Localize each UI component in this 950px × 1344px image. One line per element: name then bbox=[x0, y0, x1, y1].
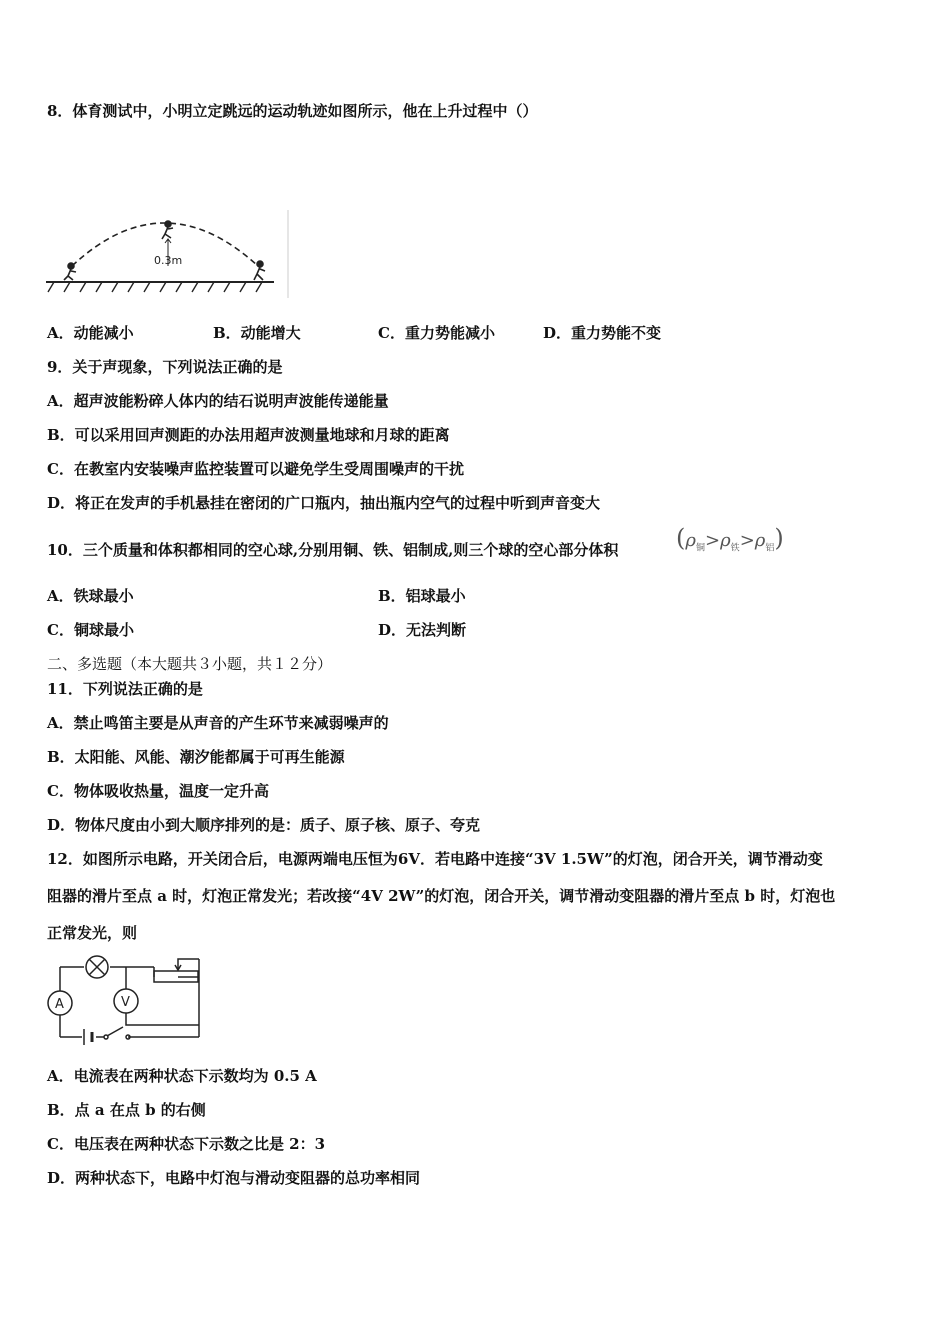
q11-option-c: C．物体吸收热量，温度一定升高 bbox=[47, 782, 269, 800]
q12-option-b: B．点 a 在点 b 的右侧 bbox=[47, 1101, 206, 1119]
circuit-diagram bbox=[44, 955, 208, 1047]
q12-stem-line3: 正常发光，则 bbox=[47, 924, 138, 942]
q12-option-d: D．两种状态下，电路中灯泡与滑动变阻器的总功率相同 bbox=[47, 1169, 421, 1187]
q12-option-c: C．电压表在两种状态下示数之比是 2：3 bbox=[47, 1135, 326, 1153]
q10-stem: 10．三个质量和体积都相同的空心球,分别用铜、铁、铝制成,则三个球的空心部分体积 bbox=[47, 541, 619, 559]
q8-stem: 8．体育测试中，小明立定跳远的运动轨迹如图所示，他在上升过程中（） bbox=[47, 102, 538, 120]
q8-option-b: B．动能增大 bbox=[213, 324, 301, 342]
section-heading: 二、多选题（本大题共３小题，共１２分） bbox=[47, 655, 333, 673]
q9-option-b: B．可以采用回声测距的办法用超声波测量地球和月球的距离 bbox=[47, 426, 450, 444]
q12-stem-line1: 12．如图所示电路，开关闭合后，电源两端电压恒为6V．若电路中连接“3V 1.5W”的灯泡，闭合开关，调节滑动变 bbox=[47, 850, 823, 868]
density-formula: $(\rho_铜>\rho_铁>\rho_铝)$ bbox=[676, 524, 784, 554]
q8-option-c: C．重力势能减小 bbox=[378, 324, 495, 342]
q10-option-a: A．铁球最小 bbox=[47, 587, 134, 605]
height-label: 0.3m bbox=[154, 254, 183, 267]
q8-option-a: A．动能减小 bbox=[47, 324, 134, 342]
q11-option-a: A．禁止鸣笛主要是从声音的产生环节来减弱噪声的 bbox=[47, 714, 389, 732]
long-jump-figure bbox=[44, 208, 290, 300]
q9-option-c: C．在教室内安装噪声监控装置可以避免学生受周围噪声的干扰 bbox=[47, 460, 464, 478]
q11-option-b: B．太阳能、风能、潮汐能都属于可再生能源 bbox=[47, 748, 345, 766]
voltmeter-label: V bbox=[121, 995, 130, 1010]
q9-stem: 9．关于声现象，下列说法正确的是 bbox=[47, 358, 283, 376]
q12-option-a: A．电流表在两种状态下示数均为 0.5 A bbox=[47, 1067, 317, 1085]
ammeter-label: A bbox=[55, 997, 64, 1012]
q11-stem: 11．下列说法正确的是 bbox=[47, 680, 203, 698]
q11-option-d: D．物体尺度由小到大顺序排列的是：质子、原子核、原子、夸克 bbox=[47, 816, 481, 834]
q8-option-d: D．重力势能不变 bbox=[543, 324, 662, 342]
q9-option-d: D．将正在发声的手机悬挂在密闭的广口瓶内，抽出瓶内空气的过程中听到声音变大 bbox=[47, 494, 601, 512]
q10-option-c: C．铜球最小 bbox=[47, 621, 134, 639]
q10-option-d: D．无法判断 bbox=[378, 621, 467, 639]
q9-option-a: A．超声波能粉碎人体内的结石说明声波能传递能量 bbox=[47, 392, 389, 410]
q10-option-b: B．铝球最小 bbox=[378, 587, 466, 605]
q12-stem-line2: 阻器的滑片至点 a 时，灯泡正常发光；若改接“4V 2W”的灯泡，闭合开关，调节滑动变阻器的滑片至点 b 时，灯泡也 bbox=[47, 887, 836, 905]
